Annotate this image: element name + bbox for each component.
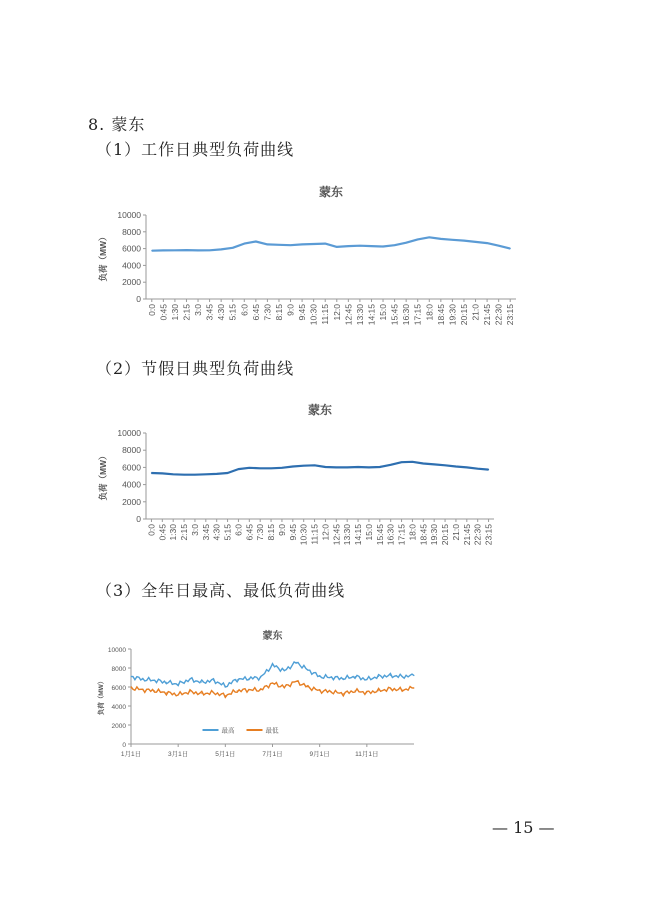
data-point <box>173 474 174 475</box>
x-tick-label: 11:15 <box>320 304 331 325</box>
data-point <box>189 679 190 680</box>
x-tick-label: 9:0 <box>276 524 287 536</box>
data-point <box>477 468 478 469</box>
x-tick-label: 15:0 <box>363 524 374 541</box>
legend-label: 最高 <box>221 727 235 735</box>
data-point <box>319 690 320 691</box>
x-tick-label: 12:45 <box>343 304 354 326</box>
data-point <box>378 690 379 691</box>
x-tick-label: 3:0 <box>193 304 204 316</box>
y-axis-label: 负荷（MW） <box>98 677 105 716</box>
x-tick-label: 6:0 <box>239 304 250 316</box>
page-number: — 15 — <box>492 818 555 837</box>
y-tick-label: 6000 <box>122 243 141 254</box>
x-tick-label: 21:45 <box>461 524 472 546</box>
x-tick-label: 0:0 <box>146 304 157 316</box>
subheading-annual: （3）全年日最高、最低负荷曲线 <box>96 581 346 600</box>
data-point <box>281 467 282 468</box>
x-tick-label: 7:30 <box>262 304 273 321</box>
x-tick-label: 15:0 <box>378 304 389 321</box>
data-point <box>260 677 261 678</box>
x-tick-label: 15:45 <box>389 304 400 326</box>
x-tick-label: 12:0 <box>331 304 342 321</box>
data-point <box>162 473 163 474</box>
data-point <box>278 244 279 245</box>
data-point <box>238 469 239 470</box>
data-point <box>186 250 187 251</box>
data-point <box>303 465 304 466</box>
x-tick-label: 15:45 <box>374 524 385 546</box>
y-tick-label: 8000 <box>122 226 141 237</box>
data-point <box>307 669 308 670</box>
data-point <box>455 466 456 467</box>
x-tick-label: 18:0 <box>407 524 418 541</box>
data-point <box>163 250 164 251</box>
x-tick-label: 9月1日 <box>309 751 330 758</box>
data-point <box>131 676 132 677</box>
data-point <box>412 461 413 462</box>
y-tick-label: 4000 <box>122 479 141 490</box>
y-axis-label: 负荷（MW） <box>98 232 108 282</box>
x-tick-label: 21:0 <box>450 524 461 541</box>
data-point <box>205 474 206 475</box>
data-point <box>463 240 464 241</box>
data-point <box>296 662 297 663</box>
x-tick-label: 7月1日 <box>262 751 283 758</box>
y-axis-label: 负荷（MW） <box>98 451 108 501</box>
data-point <box>201 693 202 694</box>
x-tick-label: 13:30 <box>354 304 365 326</box>
x-tick-label: 0:45 <box>157 524 168 541</box>
data-point <box>331 677 332 678</box>
data-point <box>417 239 418 240</box>
data-point <box>390 464 391 465</box>
x-tick-label: 11月1日 <box>355 751 379 758</box>
data-point <box>194 474 195 475</box>
data-point <box>390 675 391 676</box>
data-point <box>174 250 175 251</box>
x-tick-label: 20:15 <box>458 304 469 326</box>
data-point <box>260 468 261 469</box>
data-point <box>284 670 285 671</box>
data-point <box>154 690 155 691</box>
data-point <box>382 246 383 247</box>
data-point <box>248 678 249 679</box>
data-point <box>414 675 415 676</box>
data-point <box>272 665 273 666</box>
data-point <box>260 689 261 690</box>
data-point <box>355 676 356 677</box>
data-point <box>248 689 249 690</box>
y-tick-label: 6000 <box>111 685 126 692</box>
data-point <box>343 693 344 694</box>
x-tick-label: 12:0 <box>320 524 331 541</box>
x-tick-label: 6:45 <box>244 524 255 541</box>
data-point <box>290 245 291 246</box>
data-point <box>343 678 344 679</box>
x-tick-label: 18:45 <box>435 304 446 326</box>
data-point <box>314 465 315 466</box>
x-tick-label: 17:15 <box>412 304 423 326</box>
data-point <box>166 682 167 683</box>
data-point <box>466 467 467 468</box>
data-point <box>486 243 487 244</box>
y-tick-label: 4000 <box>122 260 141 271</box>
data-point <box>237 690 238 691</box>
data-point <box>221 249 222 250</box>
data-point <box>255 241 256 242</box>
x-tick-label: 9:45 <box>287 524 298 541</box>
chart-title: 蒙东 <box>262 631 283 642</box>
data-point <box>331 691 332 692</box>
x-tick-label: 17:15 <box>396 524 407 546</box>
data-point <box>244 243 245 244</box>
y-tick-label: 10000 <box>117 210 141 220</box>
x-tick-label: 3:0 <box>189 524 200 536</box>
x-tick-label: 10:30 <box>298 524 309 546</box>
x-tick-label: 8:15 <box>266 524 277 541</box>
data-point <box>154 680 155 681</box>
subheading-workday: （1）工作日典型负荷曲线 <box>96 140 295 159</box>
data-point <box>325 243 326 244</box>
data-point <box>209 250 210 251</box>
data-point <box>183 474 184 475</box>
x-tick-label: 5:15 <box>227 304 238 321</box>
x-tick-label: 6:45 <box>250 304 261 321</box>
data-point <box>166 692 167 693</box>
x-tick-label: 8:15 <box>273 304 284 321</box>
x-tick-label: 19:30 <box>429 524 440 546</box>
data-point <box>368 467 369 468</box>
x-tick-label: 21:0 <box>470 304 481 321</box>
x-tick-label: 2:15 <box>179 524 190 541</box>
x-tick-label: 21:45 <box>482 304 493 326</box>
data-point <box>270 468 271 469</box>
data-point <box>434 464 435 465</box>
data-point <box>227 472 228 473</box>
data-point <box>151 250 152 251</box>
y-tick-label: 2000 <box>122 496 141 507</box>
data-point <box>355 690 356 691</box>
y-tick-label: 6000 <box>122 462 141 473</box>
data-point <box>142 689 143 690</box>
x-tick-label: 0:0 <box>146 524 157 536</box>
data-point <box>237 679 238 680</box>
data-point <box>440 238 441 239</box>
data-point <box>197 250 198 251</box>
x-tick-label: 22:30 <box>472 524 483 546</box>
data-point <box>307 687 308 688</box>
data-point <box>414 687 415 688</box>
data-point <box>296 681 297 682</box>
section-title: 8. 蒙东 <box>88 115 146 134</box>
x-tick-label: 19:30 <box>447 304 458 326</box>
y-tick-label: 10000 <box>107 647 126 654</box>
y-tick-label: 4000 <box>111 704 126 711</box>
y-tick-label: 0 <box>136 514 141 524</box>
x-tick-label: 10:30 <box>308 304 319 326</box>
data-point <box>402 676 403 677</box>
x-tick-label: 14:15 <box>366 304 377 326</box>
chart-title: 蒙东 <box>318 185 344 199</box>
x-tick-label: 16:30 <box>401 304 412 326</box>
x-tick-label: 3:45 <box>204 304 215 321</box>
data-point <box>232 247 233 248</box>
data-point <box>216 473 217 474</box>
data-point <box>336 246 337 247</box>
data-point <box>452 239 453 240</box>
subheading-holiday: （2）节假日典型负荷曲线 <box>96 359 295 378</box>
x-tick-label: 11:15 <box>309 524 320 545</box>
x-tick-label: 22:30 <box>493 304 504 326</box>
data-point <box>284 687 285 688</box>
data-point <box>429 237 430 238</box>
data-point <box>423 463 424 464</box>
data-point <box>394 245 395 246</box>
x-tick-label: 4:30 <box>211 524 222 541</box>
data-point <box>444 465 445 466</box>
data-point <box>301 244 302 245</box>
x-tick-label: 20:15 <box>440 524 451 546</box>
data-point <box>225 686 226 687</box>
data-point <box>225 695 226 696</box>
data-point <box>178 694 179 695</box>
x-tick-label: 4:30 <box>216 304 227 321</box>
series-line <box>152 237 510 250</box>
data-point <box>325 466 326 467</box>
x-tick-label: 13:30 <box>342 524 353 546</box>
data-point <box>267 244 268 245</box>
data-point <box>357 466 358 467</box>
y-tick-label: 0 <box>136 294 141 304</box>
data-point <box>498 245 499 246</box>
data-point <box>336 467 337 468</box>
x-tick-label: 2:15 <box>181 304 192 321</box>
data-point <box>178 684 179 685</box>
data-point <box>371 245 372 246</box>
data-point <box>189 691 190 692</box>
y-tick-label: 2000 <box>111 723 126 730</box>
data-point <box>272 683 273 684</box>
data-point <box>142 679 143 680</box>
data-point <box>366 679 367 680</box>
x-tick-label: 3月1日 <box>168 751 189 758</box>
x-tick-label: 18:0 <box>424 304 435 321</box>
data-point <box>401 462 402 463</box>
chart-title: 蒙东 <box>307 403 333 417</box>
data-point <box>213 680 214 681</box>
x-tick-label: 14:15 <box>353 524 364 546</box>
x-tick-label: 6:0 <box>233 524 244 536</box>
x-tick-label: 3:45 <box>200 524 211 541</box>
x-tick-label: 23:15 <box>505 304 516 326</box>
x-tick-label: 1:30 <box>169 304 180 321</box>
series-line <box>151 462 488 475</box>
x-tick-label: 9:45 <box>297 304 308 321</box>
data-point <box>359 245 360 246</box>
x-tick-label: 12:45 <box>331 524 342 546</box>
data-point <box>348 245 349 246</box>
data-point <box>379 466 380 467</box>
x-tick-label: 1:30 <box>168 524 179 541</box>
data-point <box>313 243 314 244</box>
x-tick-label: 16:30 <box>385 524 396 546</box>
data-point <box>378 676 379 677</box>
data-point <box>488 469 489 470</box>
data-point <box>201 682 202 683</box>
data-point <box>390 688 391 689</box>
data-point <box>475 241 476 242</box>
x-tick-label: 9:0 <box>285 304 296 316</box>
x-tick-label: 5月1日 <box>215 751 236 758</box>
data-point <box>347 467 348 468</box>
data-point <box>366 692 367 693</box>
y-tick-label: 8000 <box>122 445 141 456</box>
data-point <box>402 689 403 690</box>
x-tick-label: 7:30 <box>255 524 266 541</box>
series-line-min <box>131 681 414 698</box>
data-point <box>131 687 132 688</box>
y-tick-label: 2000 <box>122 277 141 288</box>
data-point <box>151 472 152 473</box>
y-tick-label: 8000 <box>111 666 126 673</box>
data-point <box>319 676 320 677</box>
legend-label: 最低 <box>265 727 279 735</box>
data-point <box>292 466 293 467</box>
data-point <box>406 242 407 243</box>
data-point <box>213 692 214 693</box>
x-tick-label: 18:45 <box>418 524 429 546</box>
data-point <box>510 248 511 249</box>
y-tick-label: 0 <box>122 742 126 749</box>
x-tick-label: 5:15 <box>222 524 233 541</box>
data-point <box>249 467 250 468</box>
series-line-max <box>131 662 414 687</box>
x-tick-label: 23:15 <box>483 524 494 546</box>
x-tick-label: 0:45 <box>158 304 169 321</box>
y-tick-label: 10000 <box>117 428 141 438</box>
x-tick-label: 1月1日 <box>120 751 142 758</box>
